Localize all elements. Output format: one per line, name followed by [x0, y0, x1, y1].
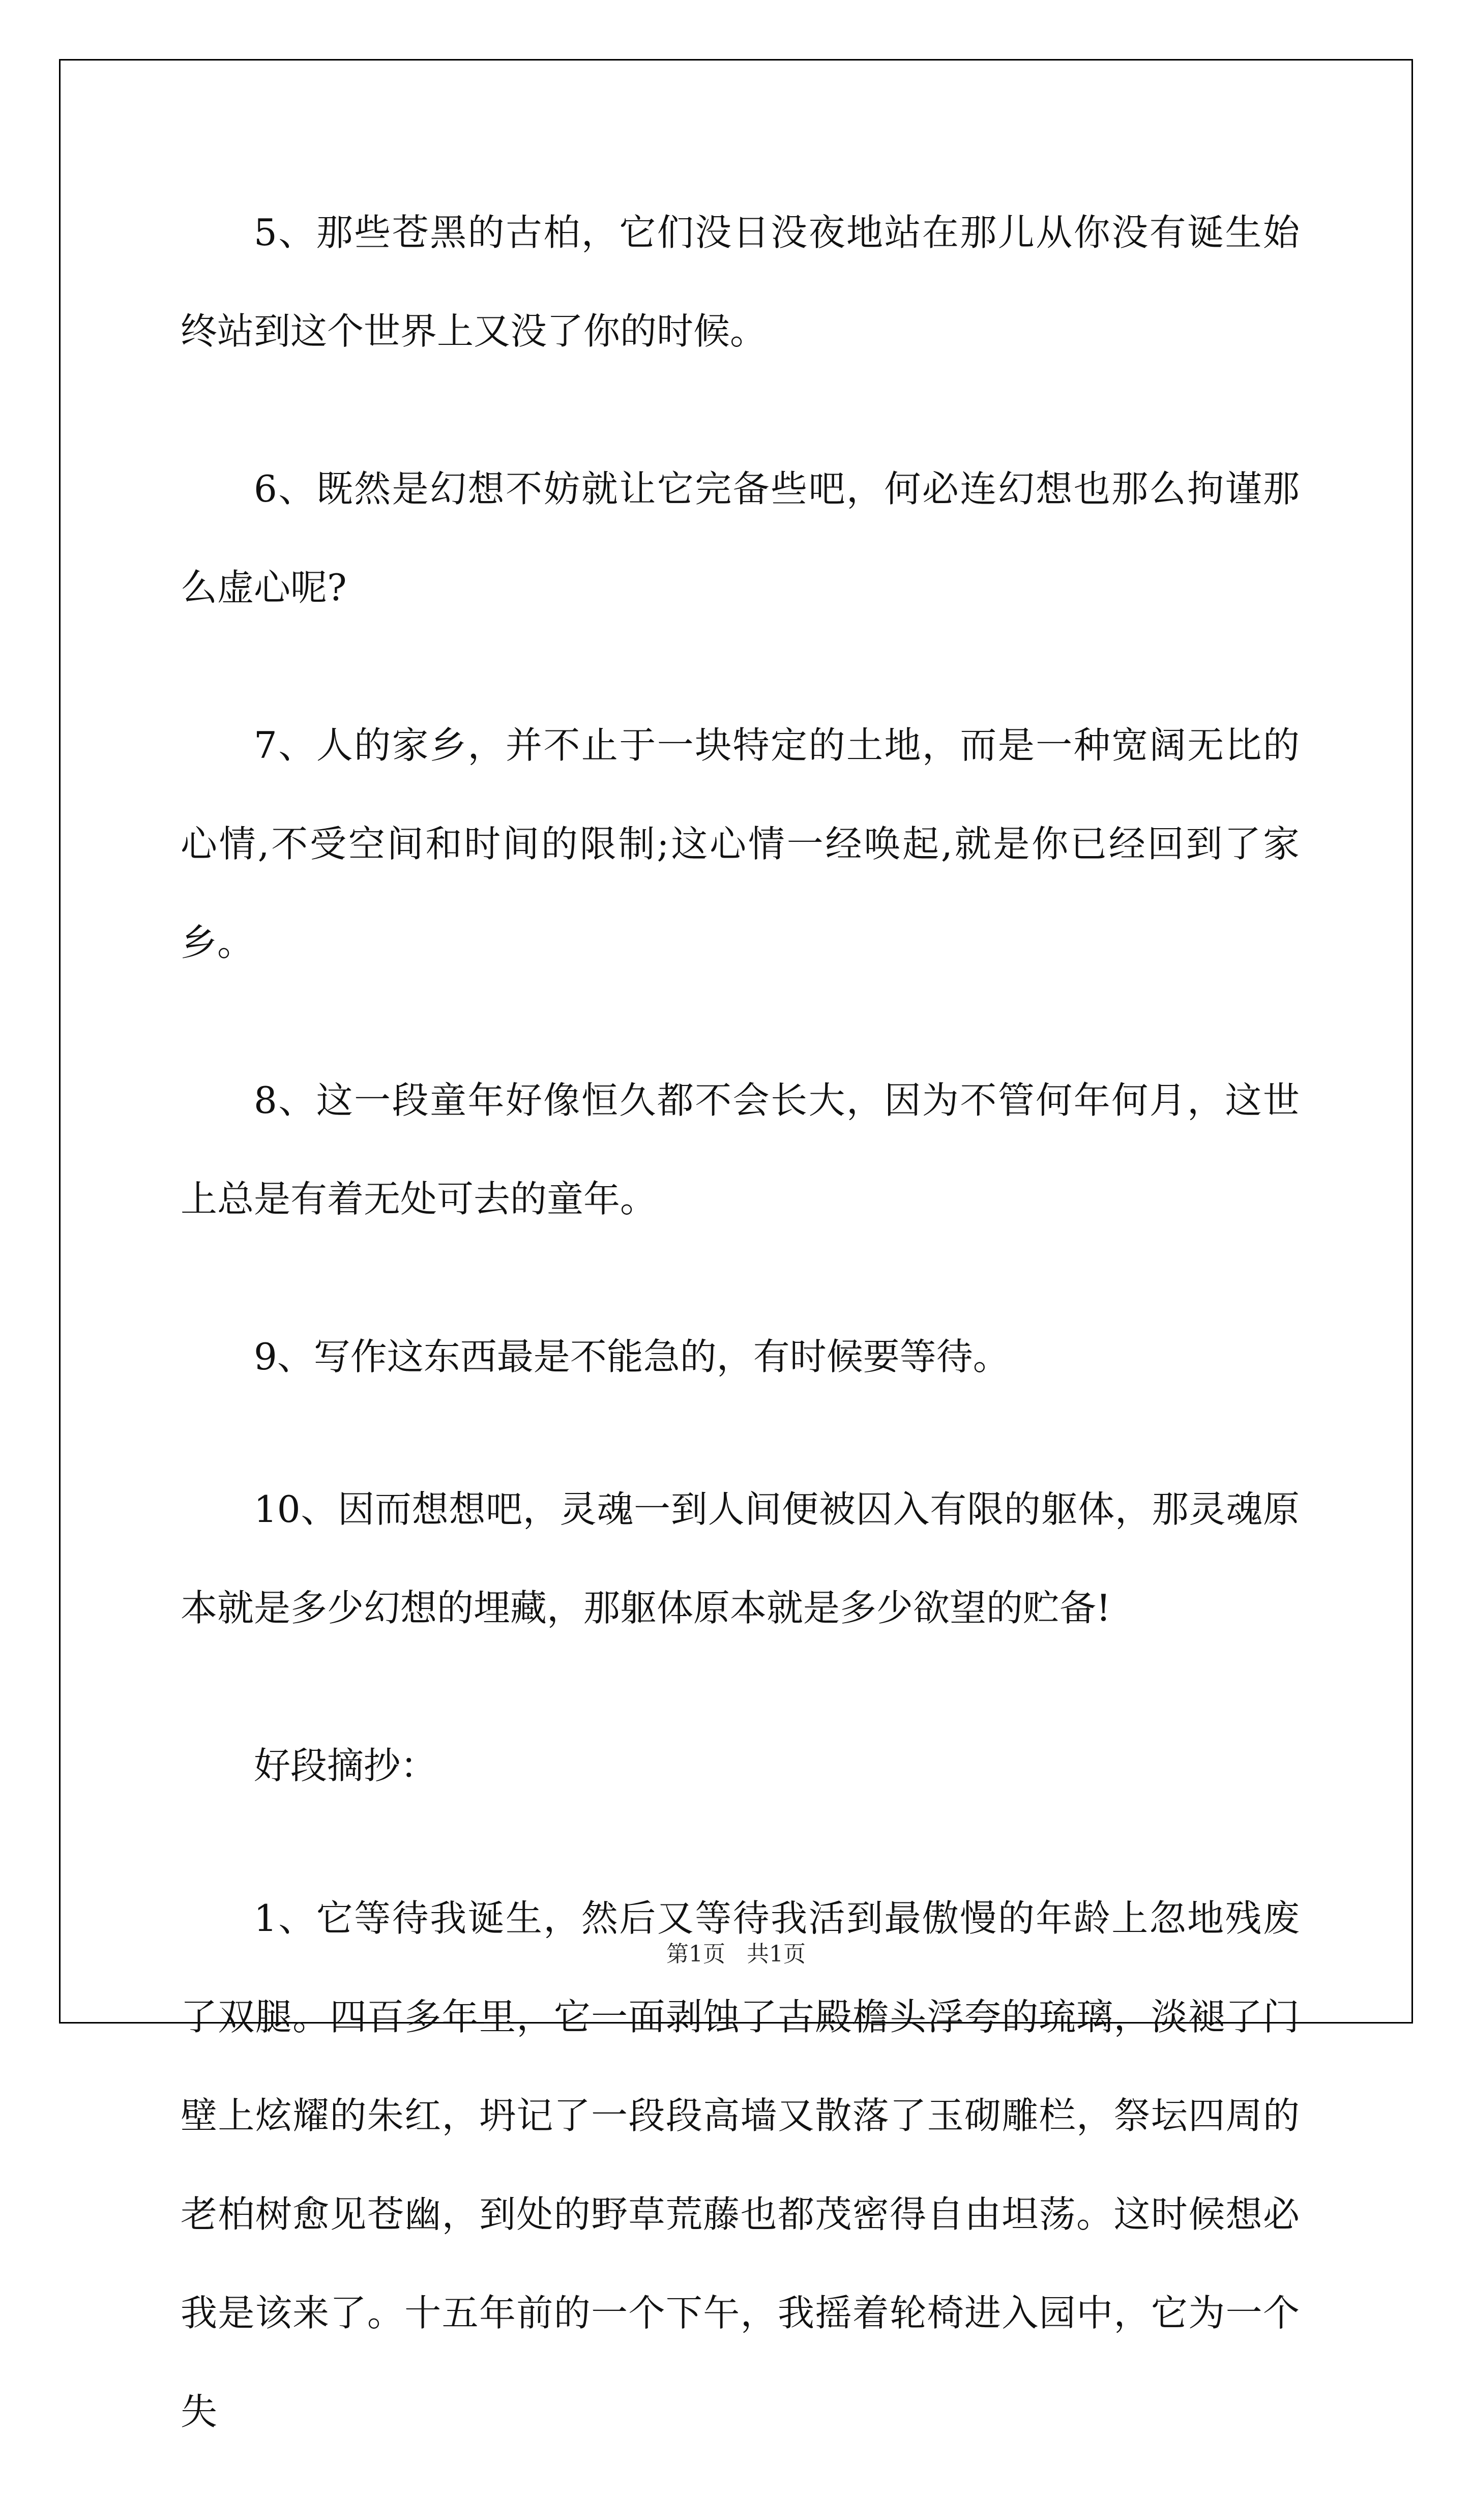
paragraph-8: 8、这一段童年好像恒久都不会长大，因为不管何年何月，这世上总是有着无处可去的童年。 — [181, 1079, 1300, 1220]
section-heading: 好段摘抄： — [254, 1744, 437, 1787]
document-body — [181, 183, 1300, 2520]
page-footer: 第1页 共1页 — [666, 1941, 806, 1967]
paragraph-6: 6、既然是幻想不妨就让它完备些吧，何必连幻想也那么拘谨那么虚心呢? — [181, 467, 1300, 609]
paragraph-7: 7、人的家乡，并不止于一块特定的土地，而是一种宽阔无比的心情,不受空间和时间的限制;这心情一经唤起,就是你已经回到了家乡。 — [181, 724, 1300, 964]
paragraph-10: 10、因而想想吧，灵魂一到人间便被囚入有限的躯体，那灵魂原本就是多少幻想的埋藏，那躯体原本就是多少欲望的贮备! — [181, 1488, 1300, 1629]
paragraph-5: 5、那些苍黑的古柏，它们没日没夜地站在那儿从你没有诞生始终站到这个世界上又没了你的时候。 — [181, 211, 1300, 353]
excerpt-paragraph-1: 1、它等待我诞生，然后又等待我活到最傲慢的年龄上忽地残废了双腿。四百多年里，它一面剥蚀了古殿檐头浮夸的琉璃，淡褪了门壁上炫耀的朱红，坍记了一段段高墙又散落了玉砌雕栏，祭坛四周的老柏树愈见苍幽，到处的野草荒藤也都茂密得自由坦荡。这时候想必我是该来了。十五年前的一个下午，我摇着轮椅进入园中，它为一个失 — [181, 1897, 1300, 2433]
paragraph-9: 9、写作这东西最是不能急的，有时候要等待。 — [254, 1335, 1010, 1378]
